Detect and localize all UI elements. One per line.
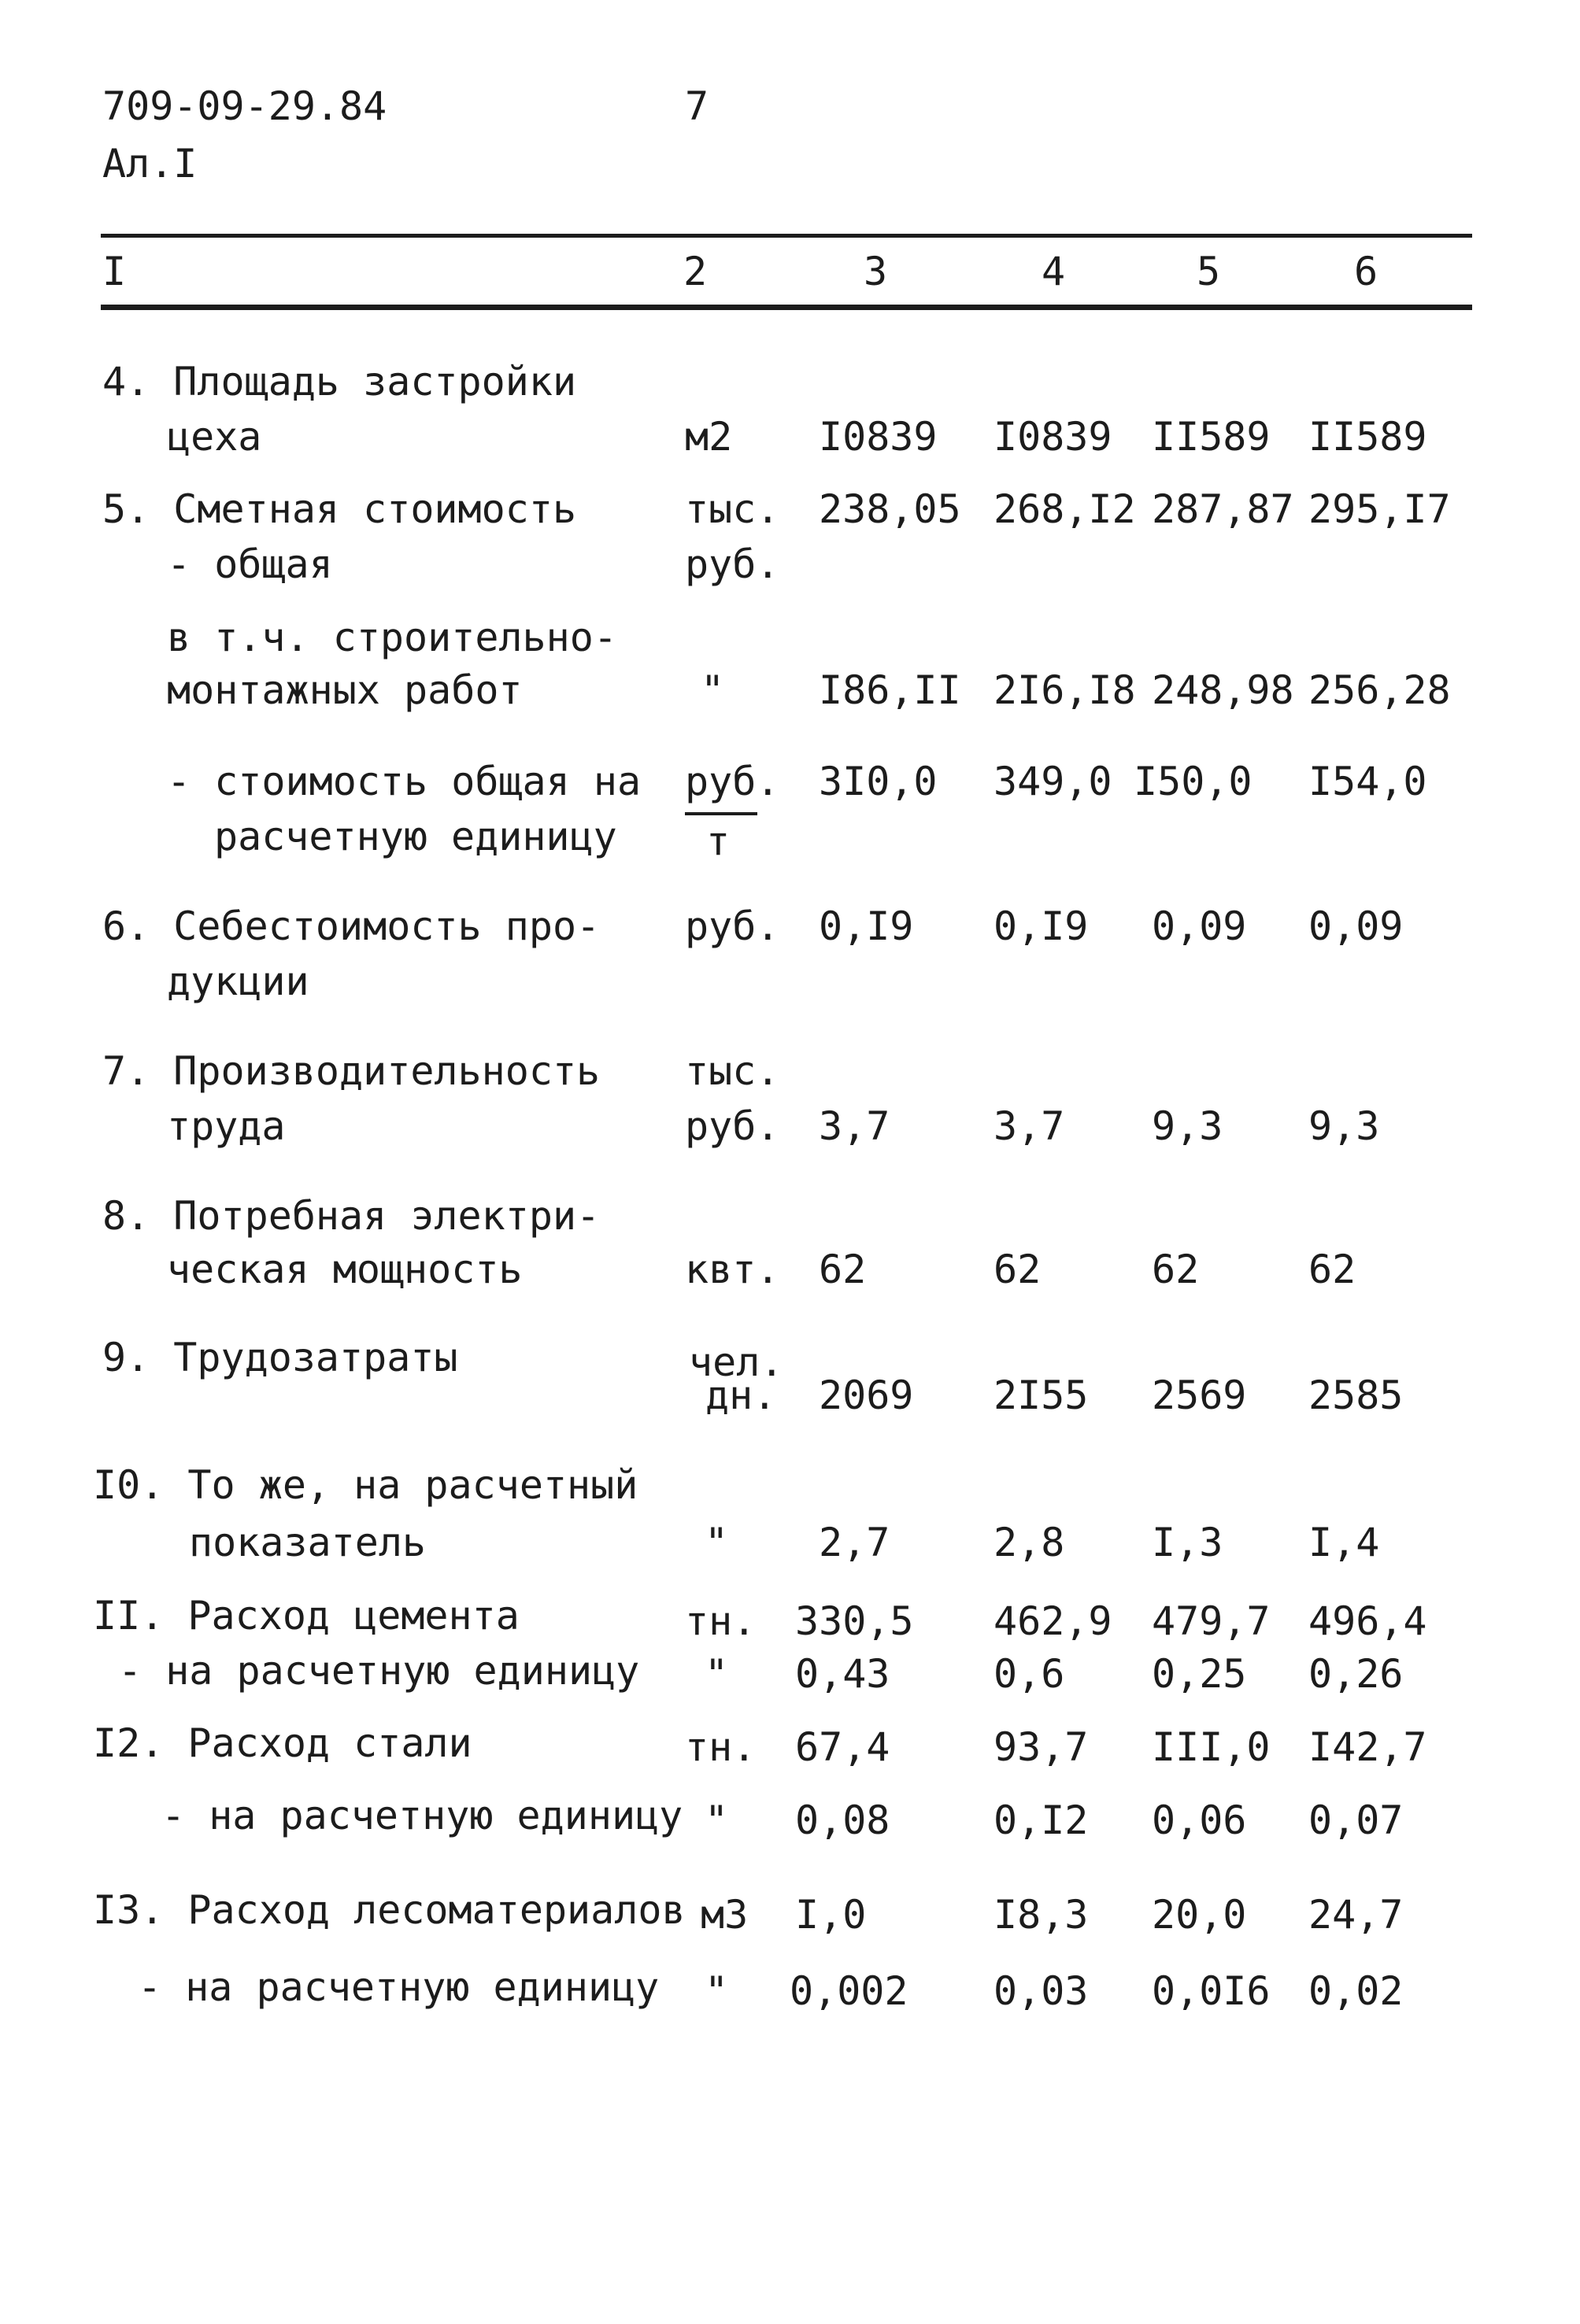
value-cell: 3,7	[994, 1103, 1065, 1149]
value-cell: 462,9	[994, 1598, 1112, 1644]
row-label: - на расчетную единицу	[118, 1648, 640, 1694]
row-unit: руб.	[685, 903, 780, 949]
value-cell: 330,5	[795, 1598, 914, 1644]
row-label: расчетную единицу	[214, 814, 617, 859]
row-unit: руб.	[685, 541, 780, 587]
value-cell: 0,07	[1308, 1797, 1404, 1843]
value-cell: 0,6	[994, 1651, 1065, 1697]
column-header-5: 5	[1197, 249, 1221, 294]
row-unit: "	[705, 1520, 729, 1565]
row-label: показатель	[189, 1520, 427, 1565]
value-cell: 9,3	[1308, 1103, 1380, 1149]
value-cell: 67,4	[795, 1724, 890, 1770]
value-cell: 9,3	[1152, 1103, 1223, 1149]
document-code: 709-09-29.84	[102, 83, 387, 129]
value-cell: III,0	[1152, 1724, 1271, 1770]
value-cell: I0839	[819, 414, 938, 460]
row-label: - на расчетную единицу	[161, 1793, 683, 1838]
value-cell: 62	[1308, 1247, 1356, 1292]
value-cell: 3,7	[819, 1103, 890, 1149]
value-cell: 349,0	[994, 759, 1112, 804]
row-unit: "	[701, 667, 725, 713]
row-label: 4. Площадь застройки	[102, 359, 577, 405]
row-label: 8. Потребная электри-	[102, 1193, 601, 1239]
value-cell: 62	[819, 1247, 867, 1292]
row-label: - на расчетную единицу	[138, 1964, 660, 2010]
column-header-3: 3	[864, 249, 888, 294]
row-unit: тыс.	[685, 486, 780, 532]
value-cell: 2069	[819, 1373, 914, 1418]
value-cell: 0,25	[1152, 1651, 1247, 1697]
page-number: 7	[685, 83, 709, 129]
value-cell: 2569	[1152, 1373, 1247, 1418]
value-cell: I42,7	[1308, 1724, 1427, 1770]
column-header-4: 4	[1042, 249, 1066, 294]
value-cell: 0,43	[795, 1651, 890, 1697]
value-cell: 0,I2	[994, 1797, 1089, 1843]
row-label: I0. То же, на расчетный	[93, 1462, 638, 1508]
row-label: 9. Трудозатраты	[102, 1335, 458, 1380]
value-cell: 295,I7	[1308, 486, 1451, 532]
value-cell: 0,06	[1152, 1797, 1247, 1843]
row-unit: "	[705, 1651, 729, 1697]
value-cell: 0,02	[1308, 1968, 1404, 2014]
value-cell: 238,05	[819, 486, 961, 532]
value-cell: 0,08	[795, 1797, 890, 1843]
value-cell: 3I0,0	[819, 759, 938, 804]
row-label: ческая мощность	[167, 1247, 523, 1292]
value-cell: 0,09	[1152, 903, 1247, 949]
value-cell: 2,7	[819, 1520, 890, 1565]
value-cell: 0,002	[790, 1968, 908, 2014]
column-header-2: 2	[683, 249, 708, 294]
value-cell: 479,7	[1152, 1598, 1271, 1644]
row-unit: "	[705, 1797, 729, 1843]
row-label: 5. Сметная стоимость	[102, 486, 577, 532]
row-unit: м2	[685, 414, 733, 460]
value-cell: 2,8	[994, 1520, 1065, 1565]
value-cell: I,4	[1308, 1520, 1380, 1565]
value-cell: 287,87	[1152, 486, 1294, 532]
value-cell: 0,26	[1308, 1651, 1404, 1697]
sheet-label: Ал.I	[102, 141, 198, 187]
row-label: цеха	[167, 414, 262, 460]
value-cell: 0,03	[994, 1968, 1089, 2014]
table-header-rule	[101, 305, 1472, 310]
row-unit: м3	[701, 1892, 749, 1938]
value-cell: 2585	[1308, 1373, 1404, 1418]
value-cell: II589	[1152, 414, 1271, 460]
value-cell: I8,3	[994, 1892, 1089, 1938]
value-cell: 0,I9	[994, 903, 1089, 949]
value-cell: I,3	[1152, 1520, 1223, 1565]
value-cell: 93,7	[994, 1724, 1089, 1770]
fraction-bar	[685, 812, 757, 815]
value-cell: 2I55	[994, 1373, 1089, 1418]
column-header-1: I	[102, 249, 127, 294]
value-cell: 496,4	[1308, 1598, 1427, 1644]
row-label: в т.ч. строительно-	[167, 615, 617, 660]
value-cell: 248,98	[1152, 667, 1294, 713]
value-cell: I86,II	[819, 667, 961, 713]
row-unit: тн.	[685, 1598, 757, 1644]
row-unit: чел.	[689, 1339, 784, 1385]
value-cell: I,0	[795, 1892, 867, 1938]
row-unit: тыс.	[685, 1048, 780, 1094]
value-cell: 20,0	[1152, 1892, 1247, 1938]
row-label: - общая	[167, 541, 333, 587]
value-cell: 256,28	[1308, 667, 1451, 713]
value-cell: 2I6,I8	[994, 667, 1136, 713]
value-cell: 268,I2	[994, 486, 1136, 532]
row-label: I2. Расход стали	[93, 1720, 472, 1766]
value-cell: 62	[994, 1247, 1042, 1292]
row-unit: дн.	[705, 1373, 777, 1418]
row-unit-denominator: т	[706, 818, 731, 864]
value-cell: II589	[1308, 414, 1427, 460]
row-unit: руб.	[685, 1103, 780, 1149]
value-cell: 62	[1152, 1247, 1200, 1292]
value-cell: 0,I9	[819, 903, 914, 949]
value-cell: 24,7	[1308, 1892, 1404, 1938]
row-label: - стоимость общая на	[167, 759, 642, 804]
row-label: II. Расход цемента	[93, 1593, 520, 1639]
value-cell: I54,0	[1308, 759, 1427, 804]
column-header-6: 6	[1354, 249, 1378, 294]
value-cell: 0,09	[1308, 903, 1404, 949]
row-label: дукции	[167, 959, 309, 1004]
row-label: 7. Производительность	[102, 1048, 601, 1094]
value-cell: 0,0I6	[1152, 1968, 1271, 2014]
row-label: I3. Расход лесоматериалов	[93, 1887, 686, 1933]
row-unit: тн.	[685, 1724, 757, 1770]
row-unit-numerator: руб.	[685, 759, 780, 804]
row-label: монтажных работ	[167, 667, 523, 713]
value-cell: I50,0	[1134, 759, 1253, 804]
value-cell: I0839	[994, 414, 1112, 460]
row-unit: "	[705, 1968, 729, 2014]
row-unit: квт.	[685, 1247, 780, 1292]
row-label: 6. Себестоимость про-	[102, 903, 601, 949]
row-label: труда	[167, 1103, 286, 1149]
table-top-rule	[101, 234, 1472, 238]
